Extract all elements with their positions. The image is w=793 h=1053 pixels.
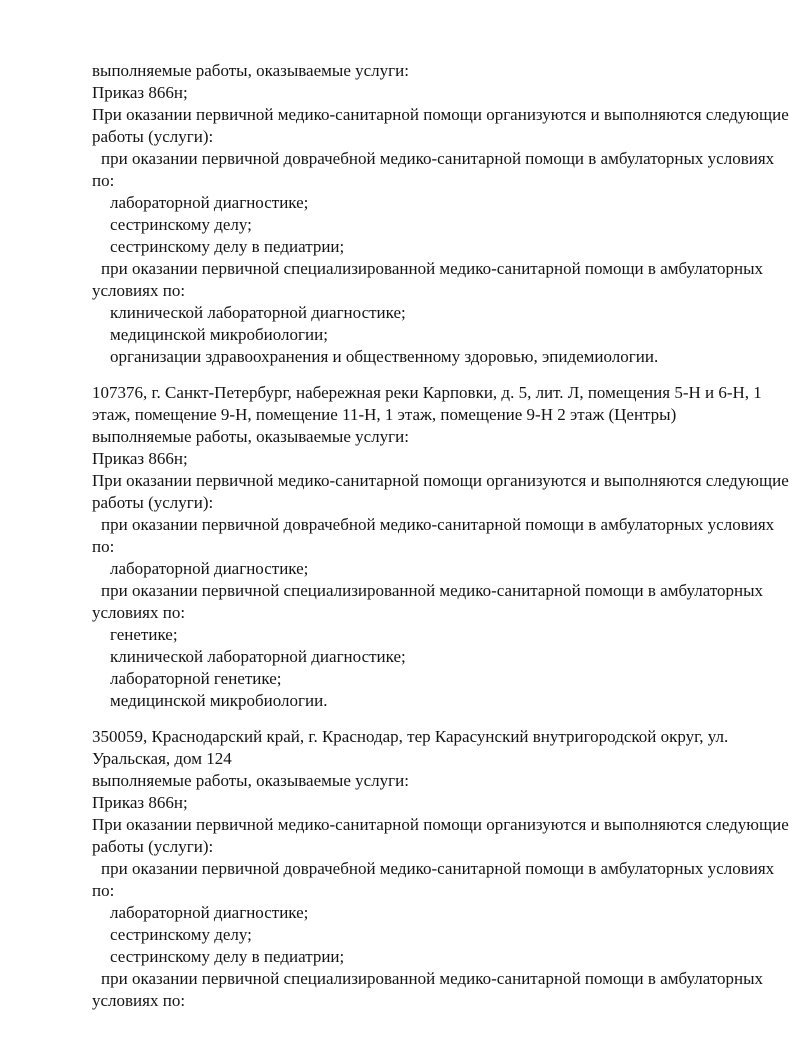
works-block-3-krasnodar [92, 726, 787, 1012]
text-line: 350059, Краснодарский край, г. Краснодар, тер Карасунский внутригородской округ, ул. [92, 727, 729, 746]
text-line: При оказании первичной медико-санитарной помощи организуются и выполняются следующие [92, 815, 789, 834]
text-line: при оказании первичной доврачебной медико-санитарной помощи в амбулаторных условиях [101, 859, 775, 878]
text-line: 107376, г. Санкт-Петербург, набережная реки Карповки, д. 5, лит. Л, помещения 5-Н и 6-Н, 1 [92, 383, 762, 402]
text-line: выполняемые работы, оказываемые услуги: [92, 61, 409, 80]
text-line: При оказании первичной медико-санитарной помощи организуются и выполняются следующие [92, 105, 789, 124]
text-line: при оказании первичной доврачебной медико-санитарной помощи в амбулаторных условиях [101, 149, 775, 168]
text-line: выполняемые работы, оказываемые услуги: [92, 771, 409, 790]
text-line: работы (услуги): [92, 493, 214, 512]
works-block-1 [92, 60, 787, 368]
text-line: лабораторной диагностике; [110, 193, 309, 212]
text-line: этаж, помещение 9-Н, помещение 11-Н, 1 этаж, помещение 9-Н 2 этаж (Центры) [92, 405, 677, 424]
text-line: генетике; [110, 625, 178, 644]
text-line: условиях по: [92, 991, 186, 1010]
text-line: выполняемые работы, оказываемые услуги: [92, 427, 409, 446]
text-line: Уральская, дом 124 [92, 749, 232, 768]
text-line: При оказании первичной медико-санитарной помощи организуются и выполняются следующие [92, 471, 789, 490]
document-text [92, 60, 787, 1012]
text-line: условиях по: [92, 603, 186, 622]
text-line: сестринскому делу в педиатрии; [110, 947, 345, 966]
text-line: по: [92, 537, 115, 556]
text-line: лабораторной диагностике; [110, 903, 309, 922]
text-line: клинической лабораторной диагностике; [110, 647, 406, 666]
text-line: медицинской микробиологии. [110, 691, 328, 710]
text-line: лабораторной диагностике; [110, 559, 309, 578]
text-line: сестринскому делу; [110, 925, 252, 944]
text-line: по: [92, 881, 115, 900]
works-block-2-spb [92, 382, 787, 712]
text-line: работы (услуги): [92, 837, 214, 856]
text-line: при оказании первичной доврачебной медико-санитарной помощи в амбулаторных условиях [101, 515, 775, 534]
text-line: при оказании первичной специализированной медико-санитарной помощи в амбулаторных [101, 259, 764, 278]
text-line: Приказ 866н; [92, 793, 188, 812]
text-line: медицинской микробиологии; [110, 325, 328, 344]
text-line: Приказ 866н; [92, 83, 188, 102]
text-line: сестринскому делу; [110, 215, 252, 234]
text-line: при оказании первичной специализированной медико-санитарной помощи в амбулаторных [101, 581, 764, 600]
text-line: сестринскому делу в педиатрии; [110, 237, 345, 256]
text-line: Приказ 866н; [92, 449, 188, 468]
text-line: работы (услуги): [92, 127, 214, 146]
text-line: условиях по: [92, 281, 186, 300]
text-line: по: [92, 171, 115, 190]
text-line: при оказании первичной специализированной медико-санитарной помощи в амбулаторных [101, 969, 764, 988]
text-line: организации здравоохранения и общественному здоровью, эпидемиологии. [110, 347, 659, 366]
text-line: лабораторной генетике; [110, 669, 282, 688]
text-line: клинической лабораторной диагностике; [110, 303, 406, 322]
